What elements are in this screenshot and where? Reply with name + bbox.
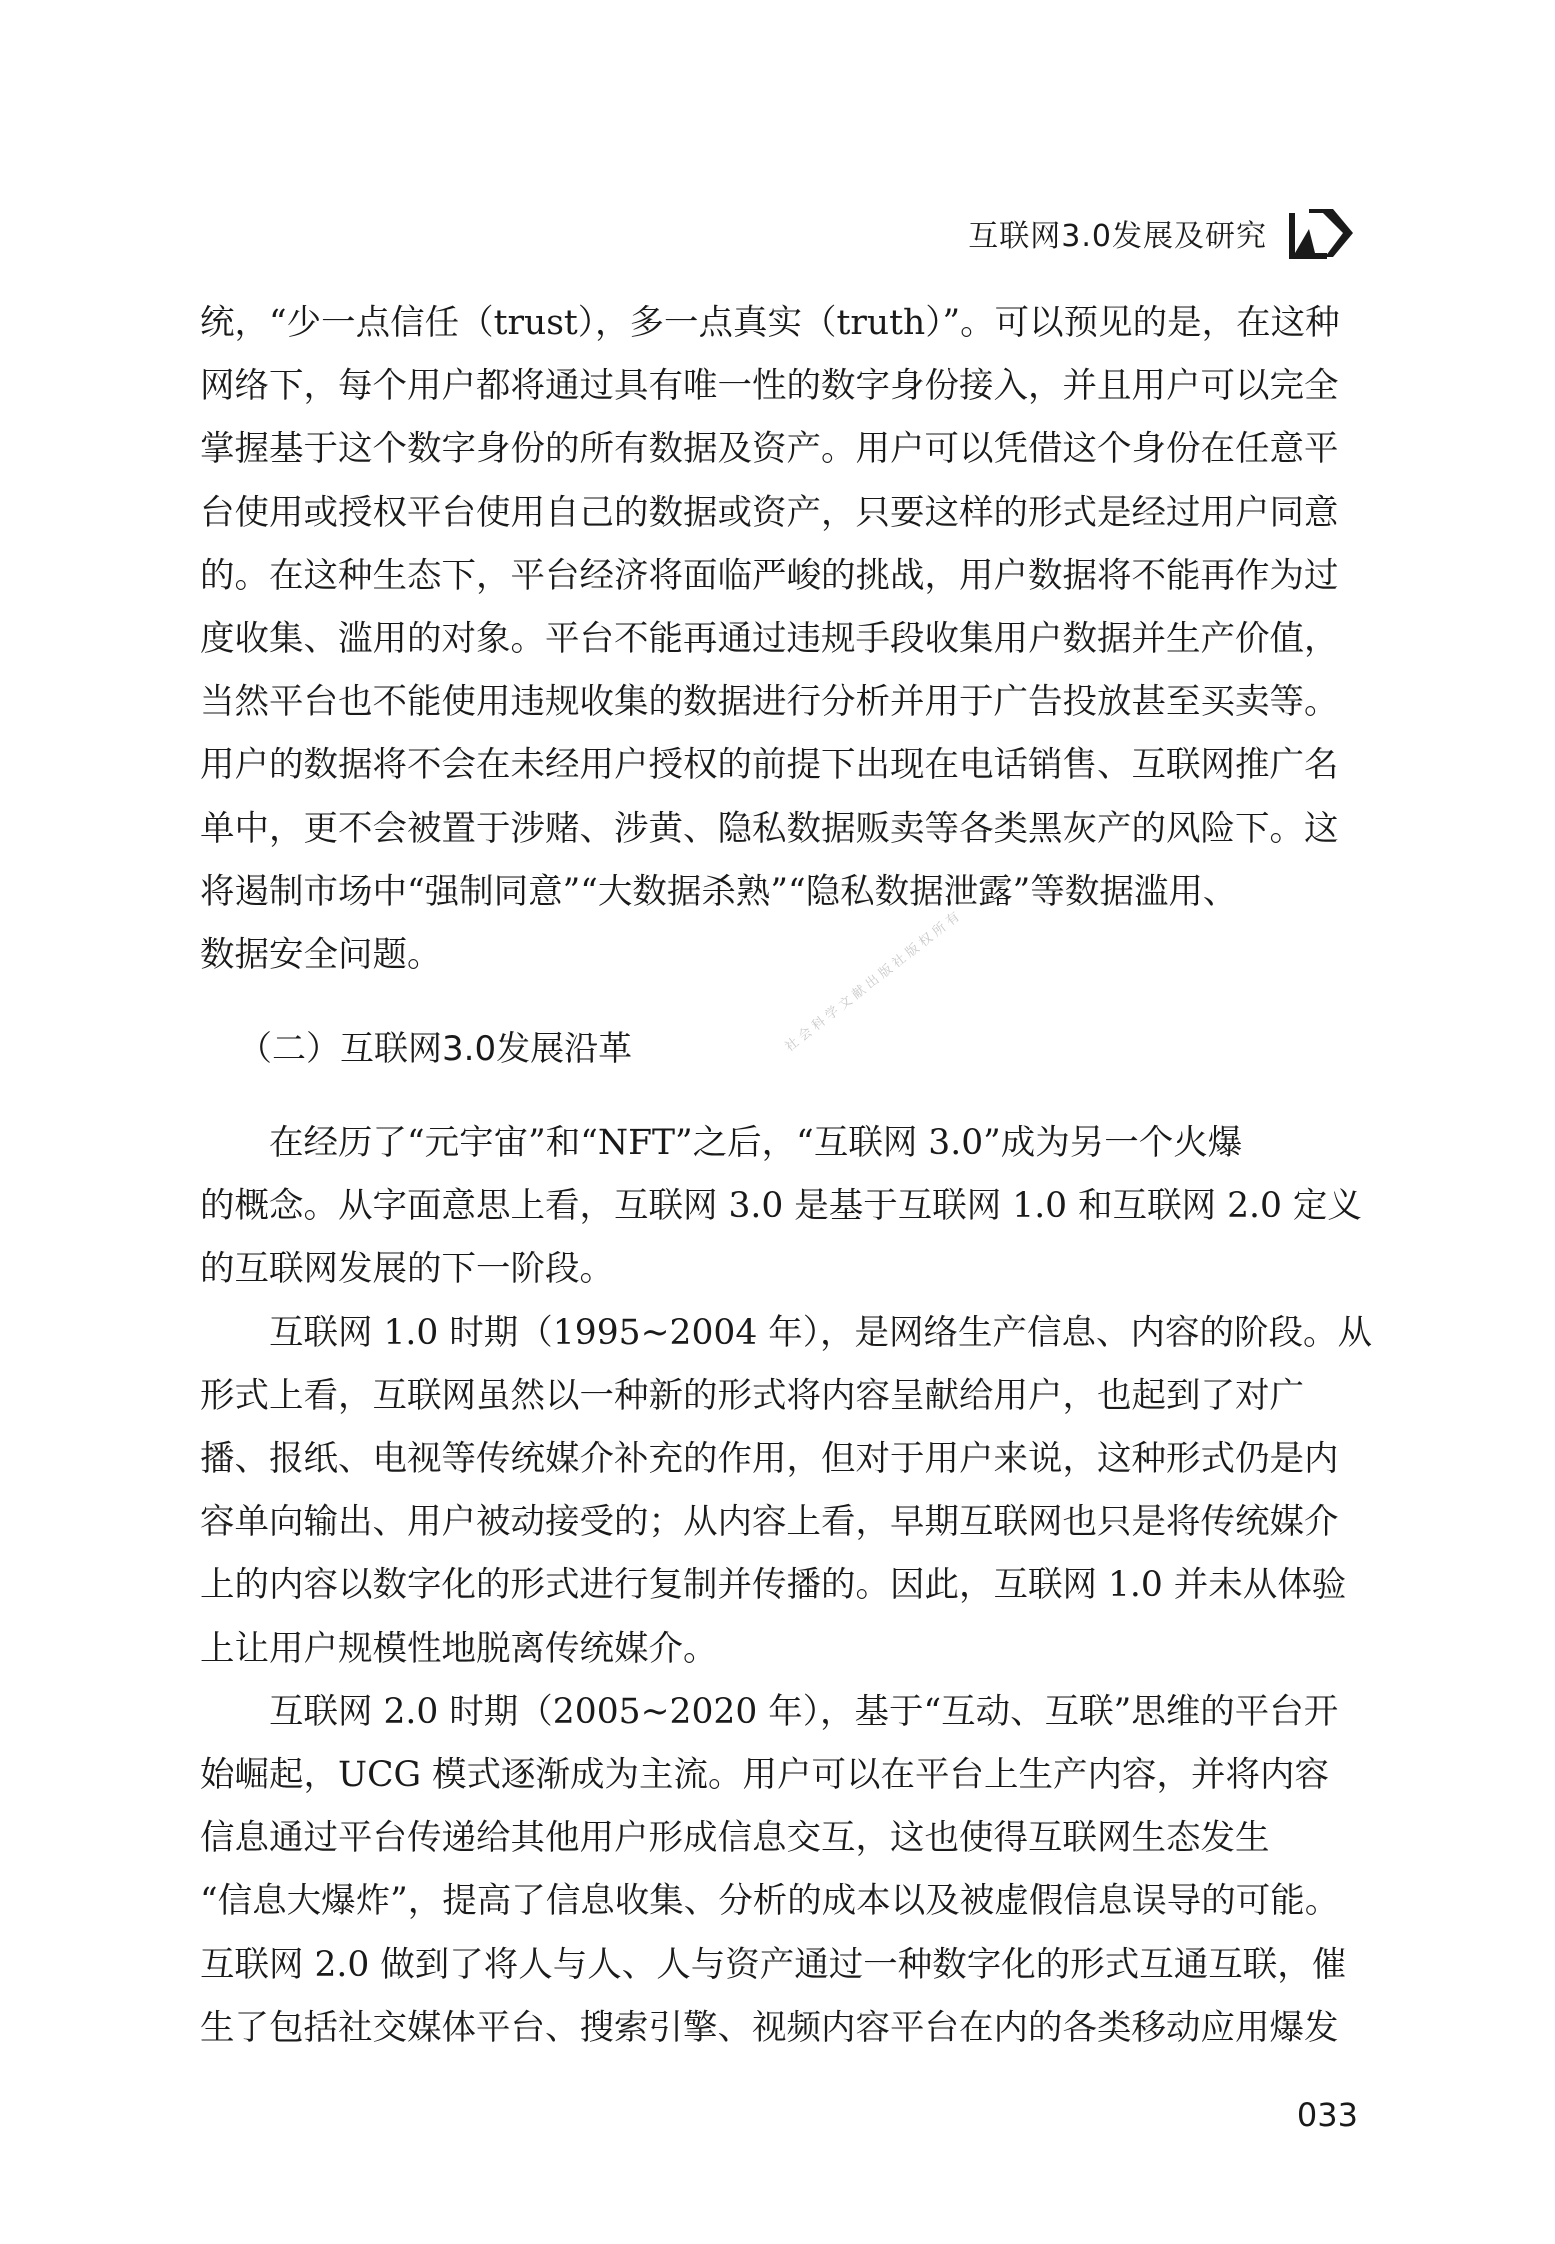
text-line: 互联网 1.0 时期（1995~2004 年），是网络生产信息、内容的阶段。从 bbox=[269, 1312, 1373, 1353]
text-line: 信息通过平台传递给其他用户形成信息交互，这也使得互联网生态发生 bbox=[200, 1818, 1270, 1859]
text-line: “信息大爆炸”，提高了信息收集、分析的成本以及被虚假信息误导的可能。 bbox=[200, 1881, 1340, 1922]
paragraph-1 bbox=[200, 292, 1357, 987]
text-line: 单中，更不会被置于涉赌、涉黄、隐私数据贩卖等各类黑灰产的风险下。这 bbox=[200, 808, 1339, 849]
text-line: 网络下，每个用户都将通过具有唯一性的数字身份接入，并且用户可以完全 bbox=[200, 366, 1339, 407]
text-line: 将遏制市场中“强制同意”“大数据杀熟”“隐私数据泄露”等数据滥用、 bbox=[200, 871, 1238, 912]
text-line: 互联网 2.0 做到了将人与人、人与资产通过一种数字化的形式互通互联，催 bbox=[200, 1944, 1347, 1985]
text-line: 始崛起，UCG 模式逐渐成为主流。用户可以在平台上生产内容，并将内容 bbox=[200, 1754, 1329, 1795]
watermark-text: 社会科学文献出版社版权所有 bbox=[782, 907, 966, 1055]
text-line: 当然平台也不能使用违规收集的数据进行分析并用于广告投放甚至买卖等。 bbox=[200, 682, 1339, 723]
text-line: 掌握基于这个数字身份的所有数据及资产。用户可以凭借这个身份在任意平 bbox=[200, 429, 1339, 470]
text-line: 互联网 2.0 时期（2005~2020 年），基于“互动、互联”思维的平台开 bbox=[269, 1691, 1339, 1732]
text-line: 的互联网发展的下一阶段。 bbox=[200, 1249, 614, 1290]
paragraph-2 bbox=[200, 1112, 1362, 1302]
section-heading: （二）互联网3.0发展沿革 bbox=[238, 1029, 633, 1070]
text-line: 上的内容以数字化的形式进行复制并传播的。因此，互联网 1.0 并未从体验 bbox=[200, 1565, 1347, 1606]
body-text bbox=[200, 292, 1373, 2060]
paragraph-3 bbox=[200, 1302, 1373, 1681]
text-line: 的。在这种生态下，平台经济将面临严峻的挑战，用户数据将不能再作为过 bbox=[200, 555, 1339, 596]
text-line: 数据安全问题。 bbox=[200, 934, 442, 975]
text-line: 度收集、滥用的对象。平台不能再通过违规手段收集用户数据并生产价值， bbox=[200, 618, 1339, 659]
paragraph-4 bbox=[200, 1681, 1357, 2060]
text-line: 播、报纸、电视等传统媒介补充的作用，但对于用户来说，这种形式仍是内 bbox=[200, 1439, 1339, 1479]
text-line: 统，“少一点信任（trust），多一点真实（truth）”。可以预见的是，在这种 bbox=[200, 303, 1340, 343]
text-line: 台使用或授权平台使用自己的数据或资产，只要这样的形式是经过用户同意 bbox=[200, 492, 1339, 533]
page-number: 033 bbox=[1296, 2096, 1358, 2134]
running-header bbox=[968, 205, 1357, 261]
text-line: 的概念。从字面意思上看，互联网 3.0 是基于互联网 1.0 和互联网 2.0 定义 bbox=[200, 1186, 1362, 1227]
text-line: 容单向输出、用户被动接受的；从内容上看，早期互联网也只是将传统媒介 bbox=[200, 1502, 1339, 1543]
text-line: 用户的数据将不会在未经用户授权的前提下出现在电话销售、互联网推广名 bbox=[200, 745, 1339, 786]
text-line: 上让用户规模性地脱离传统媒介。 bbox=[200, 1628, 718, 1669]
text-line: 形式上看，互联网虽然以一种新的形式将内容呈献给用户，也起到了对广 bbox=[200, 1375, 1304, 1416]
running-title: 互联网3.0发展及研究 bbox=[968, 219, 1267, 254]
text-line: 生了包括社交媒体平台、搜索引擎、视频内容平台在内的各类移动应用爆发 bbox=[200, 2007, 1339, 2048]
text-line: 在经历了“元宇宙”和“NFT”之后，“互联网 3.0”成为另一个火爆 bbox=[269, 1123, 1243, 1164]
chapter-arrow-icon bbox=[1287, 205, 1357, 261]
